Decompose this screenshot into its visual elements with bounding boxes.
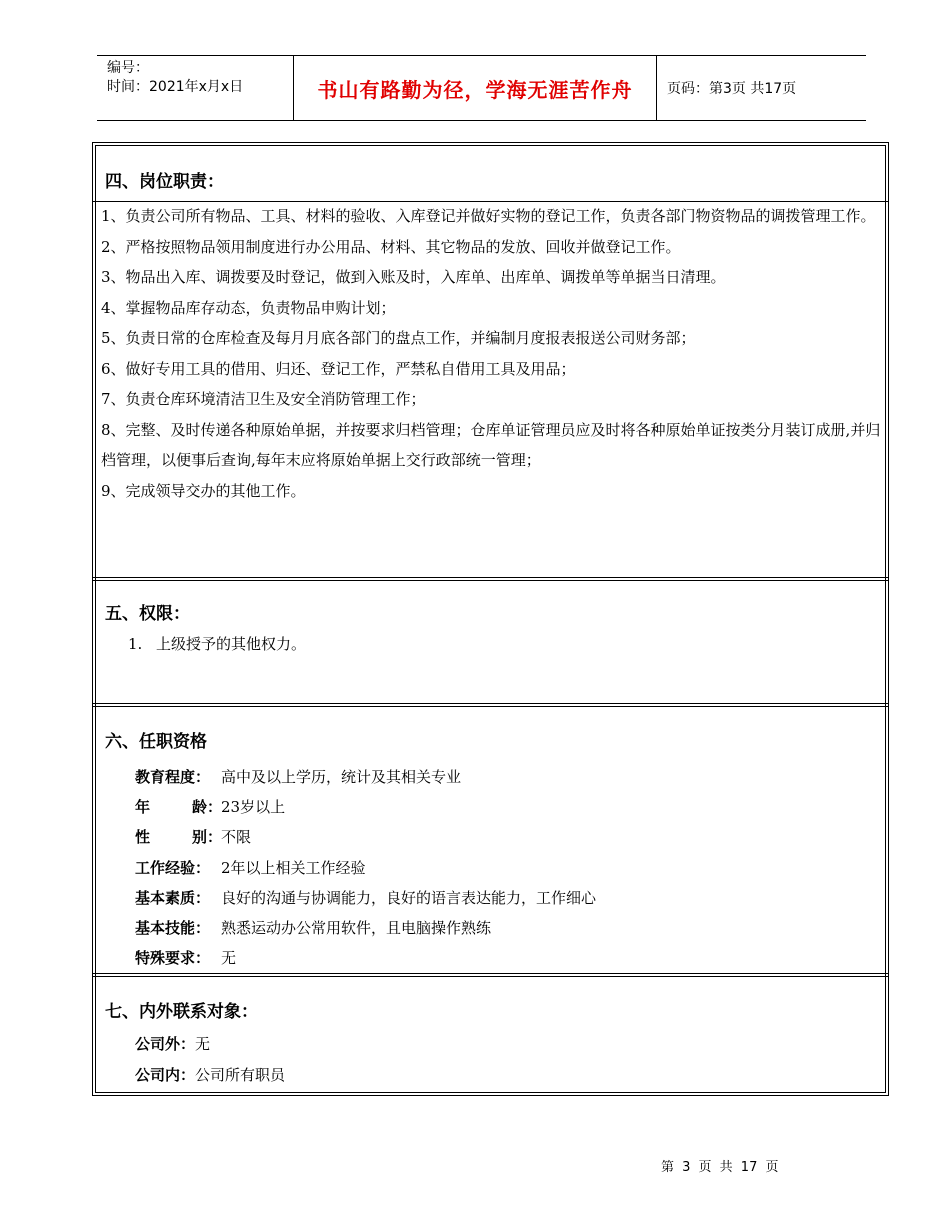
- qualification-value: 高中及以上学历，统计及其相关专业: [221, 768, 462, 786]
- section-double-divider: [93, 973, 888, 977]
- authority-item-text: 上级授予的其他权力。: [156, 635, 307, 653]
- page-footer: 第 3 页 共 17 页: [661, 1160, 779, 1175]
- qualification-row: [135, 913, 596, 943]
- time-label: 时间：2021年x月x日: [107, 79, 244, 95]
- contact-label: 公司外：: [135, 1035, 196, 1053]
- contact-value: 公司所有职员: [195, 1065, 286, 1084]
- qualifications-list: [135, 762, 596, 973]
- header-meta: [107, 59, 243, 97]
- contact-value: 无: [195, 1035, 211, 1053]
- qualification-value: 无: [221, 949, 237, 968]
- qualification-row: 年龄：23岁以上: [135, 792, 596, 822]
- list-item: 7、负责仓库环境清洁卫生及安全消防管理工作；: [101, 390, 426, 408]
- qualification-value: 熟悉运动办公常用软件，且电脑操作熟练: [221, 919, 492, 938]
- qualification-row: [135, 883, 596, 913]
- contact-row: [135, 1060, 285, 1091]
- list-item: 3、物品出入库、调拨要及时登记，做到入账及时，入库单、出库单、调拨单等单据当日清理。: [101, 268, 726, 286]
- authority-item: [128, 633, 306, 654]
- qualification-label: 工作经验：: [135, 858, 211, 877]
- contacts-title: 七、内外联系对象：: [105, 1002, 258, 1022]
- qualification-label: 特殊要求：: [135, 949, 211, 968]
- qualification-row: 性别：不限: [135, 822, 596, 852]
- header-motto: 书山有路勤为径，学海无涯苦作舟: [317, 77, 633, 102]
- duties-list: [101, 201, 881, 506]
- list-item: 8、完整、及时传递各种原始单据，并按要求归档管理；仓库单证管理员应及时将各种原始单证按类分月装订成册,并归档管理，以便事后查询,每年末应将原始单据上交行政部统一管理；: [101, 420, 881, 469]
- qualification-label: 基本技能：: [135, 919, 211, 938]
- list-item: 1、负责公司所有物品、工具、材料的验收、入库登记并做好实物的登记工作，负责各部门物资物品的调拨管理工作。: [101, 207, 876, 225]
- qualification-label: 基本素质：: [135, 888, 211, 907]
- qualification-label: 教育程度：: [135, 768, 211, 786]
- header-page-info: 页码：第3页 共17页: [667, 81, 797, 97]
- authority-item-number: 1.: [128, 635, 143, 653]
- page-header: [97, 55, 866, 121]
- qualification-row: [135, 762, 596, 792]
- qualification-value: 23岁以上: [221, 798, 286, 817]
- serial-label: 编号：: [107, 60, 149, 76]
- duties-title: 四、岗位职责：: [105, 172, 224, 192]
- qualification-value: 不限: [221, 828, 252, 847]
- job-description-table: [92, 142, 889, 1096]
- contact-label: 公司内：: [135, 1065, 196, 1084]
- contacts-list: [135, 1029, 285, 1090]
- qualifications-title: 六、任职资格: [105, 732, 207, 752]
- qualification-label: 年龄: [135, 798, 207, 817]
- list-item: 2、严格按照物品领用制度进行办公用品、材料、其它物品的发放、回收并做登记工作。: [101, 237, 681, 256]
- authority-title: 五、权限：: [105, 604, 190, 624]
- list-item: 9、完成领导交办的其他工作。: [101, 481, 306, 500]
- section-double-divider: [93, 703, 888, 707]
- list-item: 4、掌握物品库存动态，负责物品申购计划；: [101, 298, 396, 317]
- qualification-value: 2年以上相关工作经验: [221, 858, 366, 877]
- qualification-label: 性别: [135, 828, 207, 847]
- qualification-row: [135, 853, 596, 883]
- header-divider: [656, 56, 657, 120]
- list-item: 6、做好专用工具的借用、归还、登记工作，严禁私自借用工具及用品；: [101, 359, 576, 378]
- list-item: 5、负责日常的仓库检查及每月月底各部门的盘点工作，并编制月度报表报送公司财务部；: [101, 329, 696, 347]
- qualification-value: 良好的沟通与协调能力，良好的语言表达能力，工作细心: [221, 888, 597, 907]
- section-double-divider: [93, 577, 888, 581]
- qualification-row: [135, 943, 596, 973]
- contact-row: [135, 1029, 285, 1060]
